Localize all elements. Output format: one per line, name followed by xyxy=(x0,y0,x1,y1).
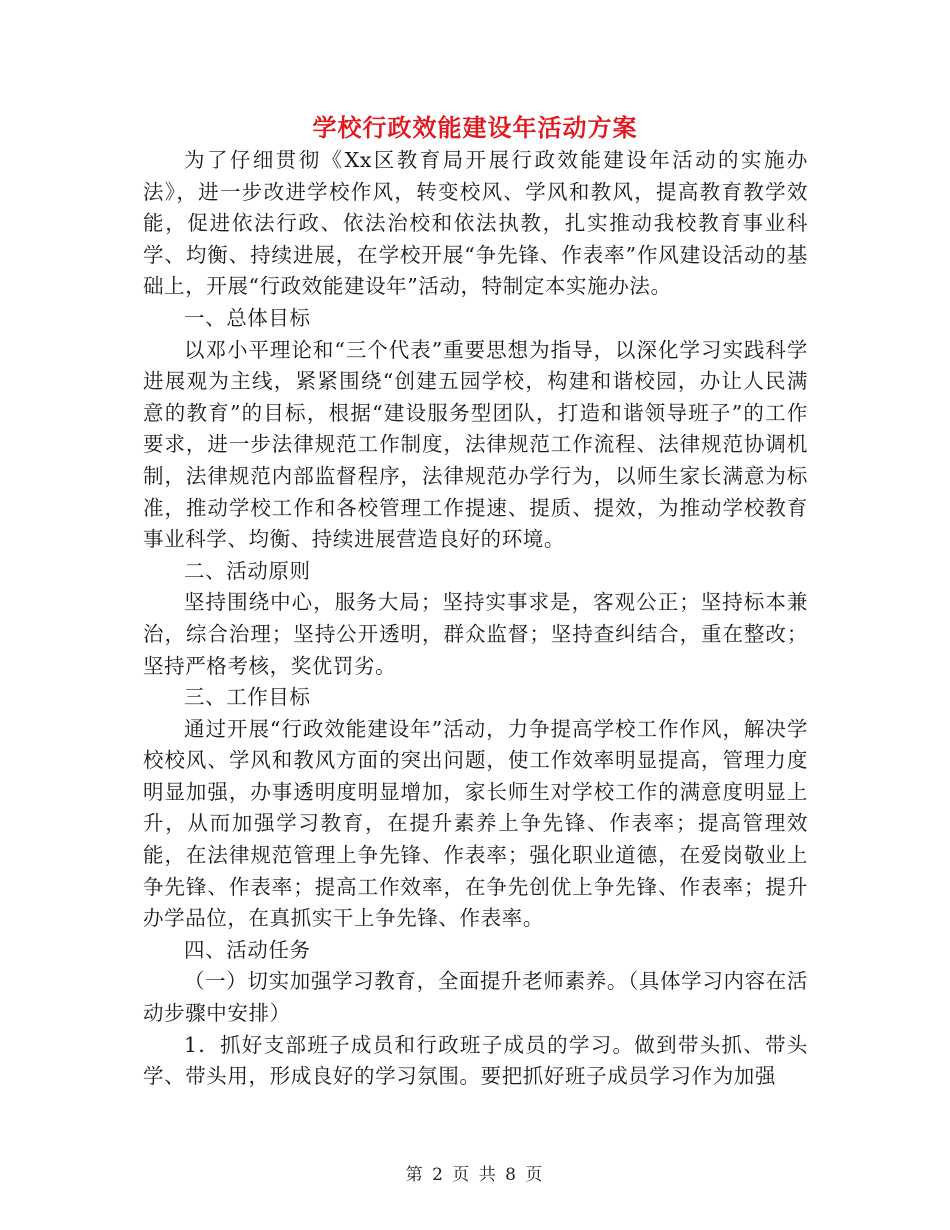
list-item-1: 1．抓好支部班子成员和行政班子成员的学习。做到带头抓、带头学、带头用，形成良好的学习氛围。要把抓好班子成员学习作为加强 xyxy=(143,1032,808,1089)
section-heading-4: 四、活动任务 xyxy=(184,937,311,962)
section-heading-1: 一、总体目标 xyxy=(184,305,311,330)
section-heading-2: 二、活动原则 xyxy=(184,558,311,583)
section-heading-3: 三、工作目标 xyxy=(184,685,311,710)
subsection-heading-1: （一）切实加强学习教育，全面提升老师素养。（具体学习内容在活动步骤中安排） xyxy=(143,969,808,1026)
section-paragraph-2: 坚持围绕中心，服务大局；坚持实事求是，客观公正；坚持标本兼治，综合治理；坚持公开透明，群众监督；坚持查纠结合，重在整改；坚持严格考核，奖优罚劣。 xyxy=(143,590,808,678)
section-paragraph-3: 通过开展“行政效能建设年”活动，力争提高学校工作作风，解决学校校风、学风和教风方面的突出问题，使工作效率明显提高，管理力度明显加强，办事透明度明显增加，家长师生对学校工作的满意度明显上升，从而加强学习教育，在提升素养上争先锋、作表率；提高管理效能，在法律规范管理上争先锋、作表率；强化职业道德，在爱岗敬业上争先锋、作表率；提高工作效率，在争先创优上争先锋、作表率；提升办学品位，在真抓实干上争先锋、作表率。 xyxy=(143,716,808,931)
intro-paragraph: 为了仔细贯彻《Xx区教育局开展行政效能建设年活动的实施办法》，进一步改进学校作风，转变校风、学风和教风，提高教育教学效能，促进依法行政、依法治校和依法执教，扎实推动我校教育事业科学、均衡、持续进展，在学校开展“争先锋、作表率”作风建设活动的基础上，开展“行政效能建设年”活动，特制定本实施办法。 xyxy=(143,148,808,299)
document-body xyxy=(143,145,808,1093)
section-paragraph-1: 以邓小平理论和“三个代表”重要思想为指导，以深化学习实践科学进展观为主线，紧紧围绕“创建五园学校，构建和谐校园，办让人民满意的教育”的目标，根据“建设服务型团队，打造和谐领导班子”的工作要求，进一步法律规范工作制度，法律规范工作流程、法律规范协调机制，法律规范内部监督程序，法律规范办学行为，以师生家长满意为标准，推动学校工作和各校管理工作提速、提质、提效，为推动学校教育事业科学、均衡、持续进展营造良好的环境。 xyxy=(143,337,808,552)
page-number: 第 2 页 共 8 页 xyxy=(405,1165,545,1185)
document-title: 学校行政效能建设年活动方案 xyxy=(312,113,638,142)
